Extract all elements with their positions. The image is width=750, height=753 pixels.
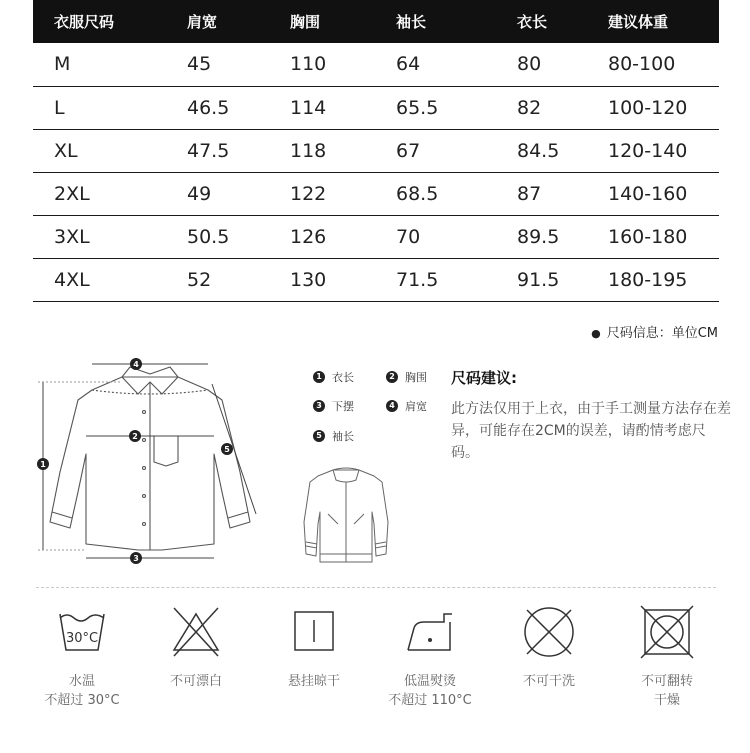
table-cell: 130 [278,258,392,301]
header-weight: 建议体重 [608,13,669,31]
size-chart-header-row [33,0,719,43]
care-item-tumble-dry [612,604,722,710]
table-cell: 80 [512,43,608,86]
marker-4: 4 [133,360,139,369]
table-row [33,86,719,129]
table-cell: 47.5 [162,129,278,172]
table-cell: 118 [278,129,392,172]
care-item-bleach [141,604,251,691]
table-cell: XL [33,129,162,172]
care-label: 悬挂晾干 [287,674,340,689]
table-cell: 114 [278,86,392,129]
header-size: 衣服尺码 [54,13,115,31]
legend-label: 衣长 [332,371,354,384]
bullet-icon: ● [591,327,601,340]
table-row [33,43,719,86]
care-item-dry-clean [494,604,604,691]
table-row [33,258,719,301]
care-label-sub: 不超过 110°C [388,693,472,708]
care-label: 不可干洗 [522,674,575,689]
care-label: 不可翻转 [640,674,693,689]
section-divider [36,587,716,588]
table-cell: 49 [162,172,278,215]
header-chest: 胸围 [290,13,321,31]
care-label: 水温 [68,674,95,689]
care-label-sub: 干燥 [653,693,680,708]
marker-5: 5 [224,445,230,454]
size-chart-table [33,0,719,302]
table-row [33,172,719,215]
legend-item-shoulder [386,398,427,414]
care-label: 低温熨烫 [403,674,456,689]
advice-text: 此方法仅用于上衣，由于手工测量方法存在差异，可能存在2CM的误差，请酌情考虑尺码。 [451,401,731,461]
table-cell: 91.5 [512,258,608,301]
table-cell: 2XL [33,172,162,215]
header-sleeve: 袖长 [396,13,427,31]
table-cell: 87 [512,172,608,215]
unit-note-text: 尺码信息：单位CM [606,326,718,341]
low-iron-icon [400,604,460,660]
table-cell: 65.5 [392,86,512,129]
table-cell: 140-160 [608,172,719,215]
header-shoulder: 肩宽 [187,13,218,31]
legend-label: 胸围 [405,371,427,384]
table-cell: 82 [512,86,608,129]
legend-number: 5 [313,430,325,442]
legend-label: 下摆 [332,400,354,413]
table-cell: 80-100 [608,43,719,86]
table-cell: 71.5 [392,258,512,301]
care-label-sub: 不超过 30°C [44,693,120,708]
care-item-wash [27,604,137,710]
legend-number: 3 [313,400,325,412]
table-cell: M [33,43,162,86]
table-cell: 67 [392,129,512,172]
table-row [33,129,719,172]
table-cell: 122 [278,172,392,215]
marker-1: 1 [40,460,46,469]
no-dry-clean-icon [519,604,579,660]
legend-number: 4 [386,400,398,412]
table-cell: 46.5 [162,86,278,129]
measure-markers [37,358,233,564]
care-label: 不可漂白 [169,674,222,689]
table-row [33,215,719,258]
table-cell: 89.5 [512,215,608,258]
care-item-hang-dry [259,604,369,691]
legend-item-length [313,369,354,385]
wash-temp: 30°C [65,631,99,646]
table-cell: 110 [278,43,392,86]
legend-item-hem [313,398,354,414]
legend-number: 2 [386,371,398,383]
table-cell: 50.5 [162,215,278,258]
no-bleach-icon [166,604,226,660]
table-cell: 45 [162,43,278,86]
shirt-measurement-diagram [30,352,270,572]
table-cell: L [33,86,162,129]
legend-item-sleeve [313,428,354,444]
advice-title: 尺码建议: [451,369,517,387]
no-tumble-dry-icon [637,604,697,660]
table-cell: 4XL [33,258,162,301]
hang-dry-icon [284,604,344,660]
legend-item-chest [386,369,427,385]
table-cell: 3XL [33,215,162,258]
header-length: 衣长 [517,13,548,31]
jacket-sketch [300,462,392,570]
marker-2: 2 [132,432,138,441]
marker-3: 3 [133,554,139,563]
wash-30-icon [52,604,112,660]
table-cell: 160-180 [608,215,719,258]
table-cell: 100-120 [608,86,719,129]
table-cell: 70 [392,215,512,258]
legend-label: 袖长 [332,430,354,443]
legend-number: 1 [313,371,325,383]
table-cell: 52 [162,258,278,301]
table-cell: 84.5 [512,129,608,172]
table-cell: 64 [392,43,512,86]
unit-note [591,322,718,341]
table-cell: 120-140 [608,129,719,172]
care-item-iron [375,604,485,710]
legend-label: 肩宽 [405,400,427,413]
table-cell: 68.5 [392,172,512,215]
table-cell: 126 [278,215,392,258]
table-cell: 180-195 [608,258,719,301]
